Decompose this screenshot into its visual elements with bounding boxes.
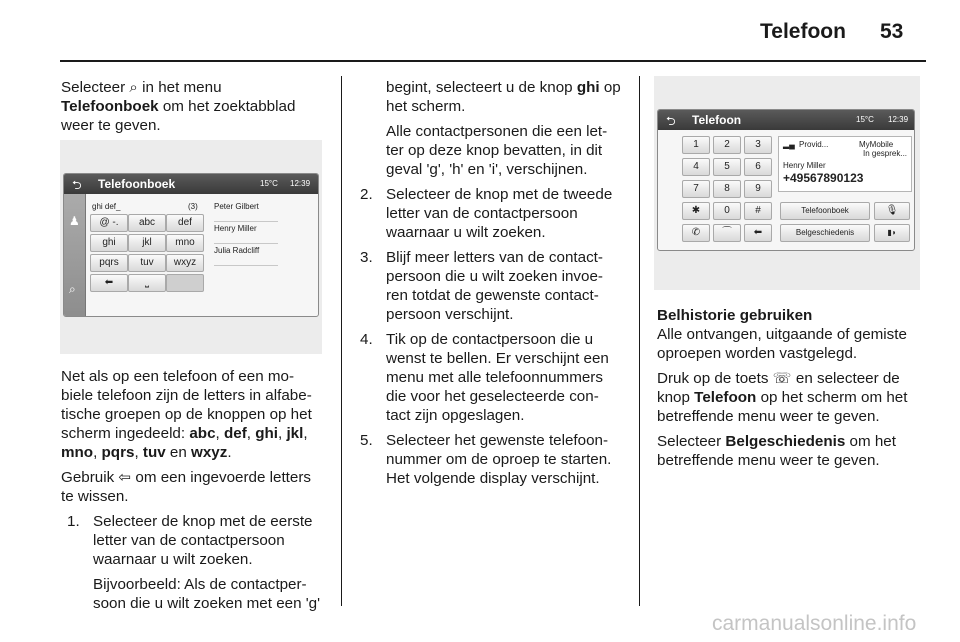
key-6[interactable]: 6 xyxy=(744,158,772,176)
call-status: In gesprek... xyxy=(863,149,908,158)
key-1[interactable]: 1 xyxy=(682,136,710,154)
provider-label: Provid... xyxy=(799,140,829,149)
contact-item-2[interactable]: Henry Miller xyxy=(214,224,278,244)
key-abc[interactable]: abc xyxy=(128,214,166,232)
key-wxyz[interactable]: wxyz xyxy=(166,254,204,272)
column-1-lower xyxy=(61,367,331,619)
key-backspace[interactable]: ⬅ xyxy=(90,274,128,292)
key-4[interactable]: 4 xyxy=(682,158,710,176)
step-1: 1. Selecteer de knop met de eerste letter van de contactpersoon waarnaar u wilt zoeken. Bijvoorbeeld: Als de contactper- soon die u wilt zoeken met een 'g' xyxy=(67,513,320,612)
key-symbols[interactable]: @ -. xyxy=(90,214,128,232)
step-5: 5. Selecteer het gewenste telefoon- nummer om de oproep te starten. Het volgende display verschijnt. xyxy=(360,432,612,487)
caller-name: Henry Miller xyxy=(783,161,826,170)
key-0[interactable]: 0 xyxy=(713,202,741,220)
backspace-icon: ⇦ xyxy=(118,469,132,486)
key-5[interactable]: 5 xyxy=(713,158,741,176)
phonebook-button[interactable]: Telefoonboek xyxy=(780,202,870,220)
paragraph-delete: Gebruik ⇦ om een ingevoerde letters te wissen. xyxy=(61,469,311,505)
column-3 xyxy=(657,306,927,476)
backspace-icon[interactable]: ⬅ xyxy=(744,224,772,242)
phone-screen xyxy=(657,109,915,251)
caller-number: +49567890123 xyxy=(783,171,864,185)
page-header-title: Telefoon xyxy=(760,20,846,43)
column-divider-1 xyxy=(341,76,342,606)
paragraph-history-intro: Alle ontvangen, uitgaande of gemiste oproepen worden vastgelegd. xyxy=(657,326,907,362)
paragraph-search-intro: Selecteer ⌕ in het menu Telefoonboek om het zoektabblad weer te geven. xyxy=(61,79,296,134)
key-mno[interactable]: mno xyxy=(166,234,204,252)
step-4: 4. Tik op de contactpersoon die u wenst te bellen. Er verschijnt een menu met alle telefoonnummers die voor het geselecteerde con- tact zijn opgeslagen. xyxy=(360,331,609,424)
key-9[interactable]: 9 xyxy=(744,180,772,198)
call-icon[interactable]: ✆ xyxy=(682,224,710,242)
column-2 xyxy=(360,78,635,494)
column-divider-2 xyxy=(639,76,640,606)
paragraph-letter-groups: Net als op een telefoon of een mo- biele telefoon zijn de letters in alfabe- tische groepen op de knoppen op het scherm ingedeeld: abc, def, ghi, jkl, mno, pqrs, tuv en wxyz. xyxy=(61,368,312,461)
back-icon[interactable]: ⮌ xyxy=(666,114,676,128)
step-3: 3. Blijf meer letters van de contact- persoon die u wilt zoeken invoe- ren totdat de gewenste contact- persoon verschijnt. xyxy=(360,249,603,323)
section-heading: Belhistorie gebruiken xyxy=(657,307,813,324)
steps-list-1 xyxy=(67,512,331,613)
key-2[interactable]: 2 xyxy=(713,136,741,154)
search-tab-icon[interactable]: ⌕ xyxy=(69,282,76,296)
phone-titlebar: ⮌ Telefoon 15°C 12:39 xyxy=(658,110,914,130)
mute-icon[interactable]: 🎙 xyxy=(874,202,910,220)
network-label: MyMobile xyxy=(859,140,894,149)
paragraph-step1-continued: begint, selecteert u de knop ghi op het scherm. xyxy=(386,79,621,115)
paragraph-press-key: Druk op de toets ☏ en selecteer de knop Telefoon op het scherm om het betreffende menu weer te geven. xyxy=(657,370,908,425)
call-history-button[interactable]: Belgeschiedenis xyxy=(780,224,870,242)
search-text: ghi def_ xyxy=(92,202,121,211)
hangup-icon[interactable]: ⌒ xyxy=(713,224,741,242)
phonebook-screen xyxy=(63,173,319,317)
back-icon[interactable]: ⮌ xyxy=(72,178,82,192)
key-7[interactable]: 7 xyxy=(682,180,710,198)
screenshot-phone xyxy=(654,76,920,290)
screenshot-phonebook xyxy=(60,140,322,354)
key-ghi[interactable]: ghi xyxy=(90,234,128,252)
key-space[interactable]: ⎵ xyxy=(128,274,166,292)
key-3[interactable]: 3 xyxy=(744,136,772,154)
steps-list-2 xyxy=(360,185,635,488)
page-number: 53 xyxy=(880,20,904,43)
header-rule xyxy=(60,60,926,62)
handset-icon[interactable]: ▮◗ xyxy=(874,224,910,242)
contact-icon[interactable]: ♟ xyxy=(69,214,80,228)
result-count: (3) xyxy=(188,202,198,211)
key-8[interactable]: 8 xyxy=(713,180,741,198)
search-icon: ⌕ xyxy=(129,79,138,96)
phonebook-sidebar xyxy=(64,194,86,317)
key-tuv[interactable]: tuv xyxy=(128,254,166,272)
contact-item-1[interactable]: Peter Gilbert xyxy=(214,202,278,222)
watermark: carmanualsonline.info xyxy=(712,612,917,635)
signal-icon: ▂▄ xyxy=(783,140,795,149)
contact-item-3[interactable]: Julia Radcliff xyxy=(214,246,278,266)
paragraph-select-history: Selecteer Belgeschiedenis om het betreffende menu weer te geven. xyxy=(657,433,896,469)
key-jkl[interactable]: jkl xyxy=(128,234,166,252)
key-pqrs[interactable]: pqrs xyxy=(90,254,128,272)
key-blank xyxy=(166,274,204,292)
column-1 xyxy=(61,78,331,141)
key-star[interactable]: ✱ xyxy=(682,202,710,220)
key-def[interactable]: def xyxy=(166,214,204,232)
phonebook-titlebar: ⮌ Telefoonboek 15°C 12:39 xyxy=(64,174,318,194)
step-2: 2. Selecteer de knop met de tweede letter van de contactpersoon waarnaar u wilt zoeken. xyxy=(360,186,613,241)
call-info-panel xyxy=(778,136,912,192)
key-hash[interactable]: # xyxy=(744,202,772,220)
phone-key-icon: ☏ xyxy=(772,370,792,387)
paragraph-contacts-shown: Alle contactpersonen die een let- ter op deze knop bevatten, in dit geval 'g', 'h' en 'i', verschijnen. xyxy=(386,123,608,178)
